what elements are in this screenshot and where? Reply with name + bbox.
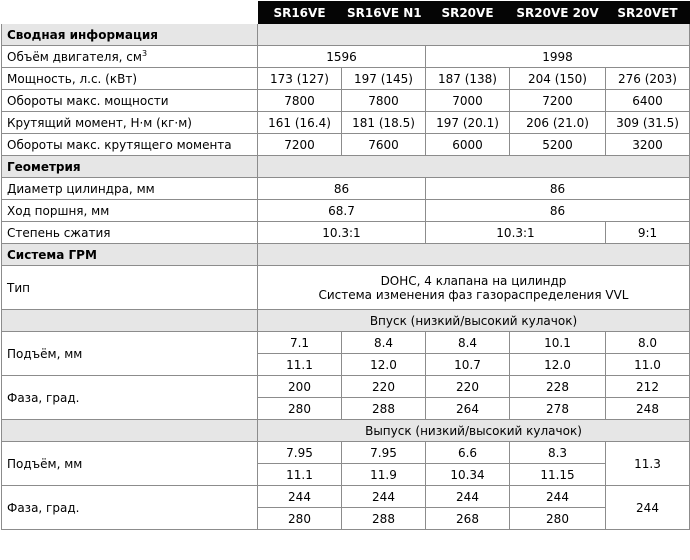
table-cell: 181 (18.5)	[342, 112, 426, 134]
table-cell: 244	[342, 486, 426, 508]
table-cell: 10.7	[426, 354, 510, 376]
table-cell: 309 (31.5)	[606, 112, 690, 134]
table-row	[2, 200, 690, 222]
table-cell: 8.4	[342, 332, 426, 354]
table-cell: 7.1	[258, 332, 342, 354]
section-fill	[258, 156, 690, 178]
row-label: Подъём, мм	[2, 332, 258, 376]
table-cell: 6400	[606, 90, 690, 112]
table-cell: 278	[510, 398, 606, 420]
table-cell: 6.6	[426, 442, 510, 464]
table-cell: 11.1	[258, 354, 342, 376]
table-cell: 10.34	[426, 464, 510, 486]
table-cell: 264	[426, 398, 510, 420]
table-row	[2, 134, 690, 156]
column-header: SR20VE 20V	[510, 2, 606, 24]
table-cell: 7000	[426, 90, 510, 112]
table-cell: 12.0	[342, 354, 426, 376]
table-cell: 244	[426, 486, 510, 508]
table-cell: 10.3:1	[258, 222, 426, 244]
section-title-summary: Сводная информация	[2, 24, 258, 46]
table-cell: 280	[258, 398, 342, 420]
row-label-text: Объём двигателя, см	[7, 49, 142, 64]
table-cell: 1596	[258, 46, 426, 68]
table-row	[2, 112, 690, 134]
table-cell: 6000	[426, 134, 510, 156]
subsection-row	[2, 420, 690, 442]
row-label	[2, 46, 258, 68]
type-line: Система изменения фаз газораспределения VVL	[318, 287, 629, 302]
table-cell: 7.95	[342, 442, 426, 464]
row-label: Фаза, град.	[2, 486, 258, 530]
row-label: Фаза, град.	[2, 376, 258, 420]
row-label: Тип	[2, 266, 258, 310]
table-cell: 268	[426, 508, 510, 530]
header-corner	[2, 2, 258, 24]
row-label: Мощность, л.с. (кВт)	[2, 68, 258, 90]
table-cell: 244	[606, 486, 690, 530]
table-cell: 11.3	[606, 442, 690, 486]
row-label: Обороты макс. крутящего момента	[2, 134, 258, 156]
table-cell: 8.3	[510, 442, 606, 464]
row-label: Обороты макс. мощности	[2, 90, 258, 112]
table-cell: 276 (203)	[606, 68, 690, 90]
table-cell: 197 (20.1)	[426, 112, 510, 134]
subsection-fill	[2, 420, 258, 442]
table-cell: 244	[510, 486, 606, 508]
table-cell: 7200	[510, 90, 606, 112]
section-fill	[258, 244, 690, 266]
subsection-fill	[2, 310, 258, 332]
table-cell: 86	[258, 178, 426, 200]
table-cell: 288	[342, 508, 426, 530]
table-cell: 1998	[426, 46, 690, 68]
type-line: DOHC, 4 клапана на цилиндр	[380, 273, 567, 288]
table-cell: 7800	[258, 90, 342, 112]
table-cell: 212	[606, 376, 690, 398]
table-cell: 248	[606, 398, 690, 420]
subsection-title-intake: Впуск (низкий/высокий кулачок)	[258, 310, 690, 332]
section-fill	[258, 24, 690, 46]
row-label: Степень сжатия	[2, 222, 258, 244]
table-cell: 161 (16.4)	[258, 112, 342, 134]
table-cell: 11.0	[606, 354, 690, 376]
table-cell: 173 (127)	[258, 68, 342, 90]
table-row	[2, 486, 690, 508]
table-cell: 7200	[258, 134, 342, 156]
row-label: Ход поршня, мм	[2, 200, 258, 222]
table-row	[2, 178, 690, 200]
table-cell: 9:1	[606, 222, 690, 244]
table-cell: 86	[426, 200, 690, 222]
table-row	[2, 222, 690, 244]
table-cell: 11.1	[258, 464, 342, 486]
table-cell: 204 (150)	[510, 68, 606, 90]
table-cell: 7800	[342, 90, 426, 112]
table-cell: 7.95	[258, 442, 342, 464]
table-cell: 86	[426, 178, 690, 200]
table-cell	[258, 266, 690, 310]
table-cell: 228	[510, 376, 606, 398]
column-header: SR20VET	[606, 2, 690, 24]
section-row	[2, 244, 690, 266]
table-cell: 244	[258, 486, 342, 508]
column-header: SR16VE N1	[342, 2, 426, 24]
table-row	[2, 90, 690, 112]
table-row	[2, 266, 690, 310]
table-cell: 10.1	[510, 332, 606, 354]
table-cell: 200	[258, 376, 342, 398]
section-title-valvetrain: Система ГРМ	[2, 244, 258, 266]
table-row	[2, 46, 690, 68]
superscript: 3	[141, 48, 148, 58]
table-row	[2, 442, 690, 464]
table-cell: 8.4	[426, 332, 510, 354]
table-cell: 288	[342, 398, 426, 420]
header-row	[2, 2, 690, 24]
row-label: Крутящий момент, Н·м (кг·м)	[2, 112, 258, 134]
column-header: SR20VE	[426, 2, 510, 24]
row-label: Диаметр цилиндра, мм	[2, 178, 258, 200]
table-cell: 220	[342, 376, 426, 398]
row-label: Подъём, мм	[2, 442, 258, 486]
table-cell: 11.9	[342, 464, 426, 486]
table-cell: 8.0	[606, 332, 690, 354]
table-cell: 280	[258, 508, 342, 530]
table-row	[2, 376, 690, 398]
section-row	[2, 156, 690, 178]
column-header: SR16VE	[258, 2, 342, 24]
table-cell: 187 (138)	[426, 68, 510, 90]
table-cell: 11.15	[510, 464, 606, 486]
engine-spec-table	[1, 1, 690, 530]
table-cell: 68.7	[258, 200, 426, 222]
table-cell: 12.0	[510, 354, 606, 376]
table-row	[2, 68, 690, 90]
section-row	[2, 24, 690, 46]
table-cell: 206 (21.0)	[510, 112, 606, 134]
table-cell: 197 (145)	[342, 68, 426, 90]
table-cell: 7600	[342, 134, 426, 156]
section-title-geometry: Геометрия	[2, 156, 258, 178]
subsection-title-exhaust: Выпуск (низкий/высокий кулачок)	[258, 420, 690, 442]
table-cell: 220	[426, 376, 510, 398]
table-row	[2, 332, 690, 354]
table-cell: 10.3:1	[426, 222, 606, 244]
table-cell: 280	[510, 508, 606, 530]
table-cell: 5200	[510, 134, 606, 156]
subsection-row	[2, 310, 690, 332]
table-cell: 3200	[606, 134, 690, 156]
